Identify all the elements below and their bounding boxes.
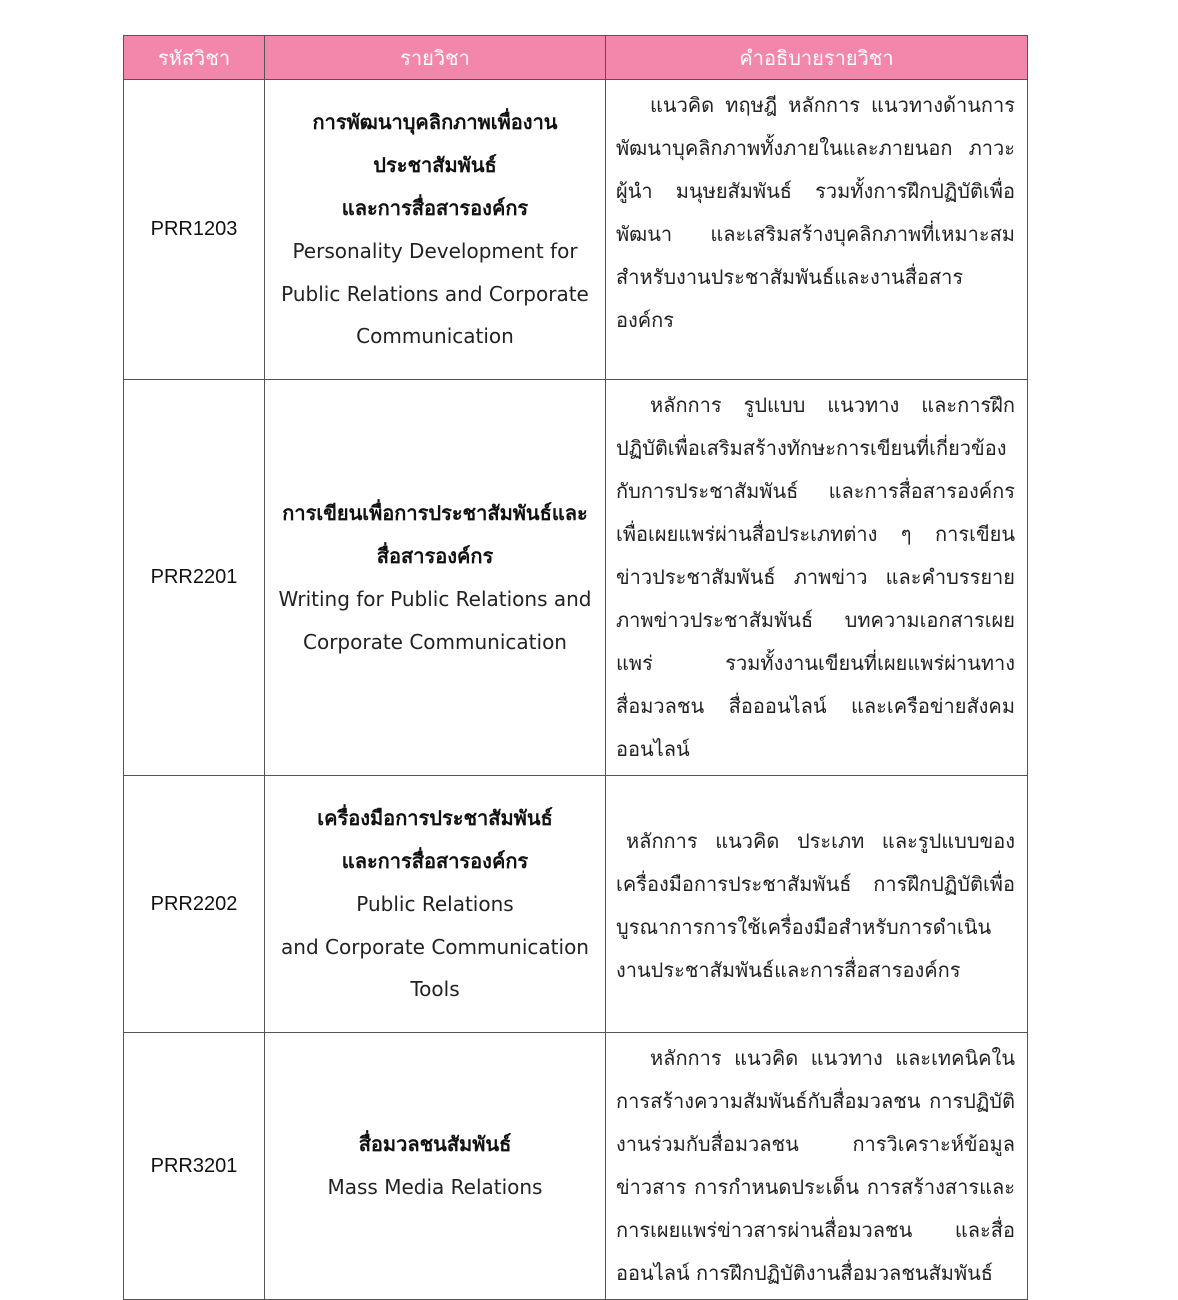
- course-description: หลักการ แนวคิด ประเภท และรูปแบบของเครื่องมือการประชาสัมพันธ์ การฝึกปฏิบัติเพื่อบูรณาการการใช้เครื่องมือสำหรับการดำเนินงานประชาสัมพันธ์และการสื่อสารองค์กร: [616, 829, 1015, 982]
- table-row: [124, 776, 1028, 1033]
- course-name-cell: [265, 776, 606, 1033]
- course-name-english: Tools: [410, 977, 460, 1002]
- course-name-cell: [265, 80, 606, 380]
- header-course-code: รหัสวิชา: [124, 36, 265, 80]
- course-name-english: Writing for Public Relations and: [278, 587, 592, 611]
- course-description-cell: [606, 776, 1028, 1033]
- course-name-english: Mass Media Relations: [327, 1175, 543, 1200]
- course-name-english: Personality Development for: [292, 239, 578, 264]
- course-description-cell: [606, 380, 1028, 776]
- course-code: PRR3201: [124, 1033, 265, 1300]
- table-row: [124, 80, 1028, 380]
- course-description-cell: [606, 1033, 1028, 1300]
- table-row: [124, 380, 1028, 776]
- header-course-description: คำอธิบายรายวิชา: [606, 36, 1028, 80]
- course-name-thai: ประชาสัมพันธ์: [373, 153, 497, 178]
- header-course-name: รายวิชา: [265, 36, 606, 80]
- course-name-thai: สื่อมวลชนสัมพันธ์: [358, 1132, 512, 1157]
- course-name-cell: [265, 1033, 606, 1300]
- course-name-thai: การเขียนเพื่อการประชาสัมพันธ์และ: [282, 501, 588, 525]
- course-code: PRR2202: [124, 776, 265, 1033]
- table-row: [124, 1033, 1028, 1300]
- course-name-english: Public Relations: [356, 892, 514, 917]
- course-name-english: Public Relations and Corporate: [281, 281, 589, 306]
- course-code: PRR1203: [124, 80, 265, 380]
- course-name-thai: สื่อสารองค์กร: [376, 544, 494, 568]
- course-name-english: Corporate Communication: [303, 629, 567, 654]
- course-name-english: Communication: [356, 324, 514, 349]
- course-name-thai: การพัฒนาบุคลิกภาพเพื่องาน: [312, 110, 558, 135]
- course-code: PRR2201: [124, 380, 265, 776]
- course-name-thai: และการสื่อสารองค์กร: [341, 196, 529, 221]
- table-header: [124, 36, 1028, 80]
- course-name-thai: และการสื่อสารองค์กร: [341, 849, 529, 874]
- course-name-english: and Corporate Communication: [281, 934, 589, 959]
- course-description-cell: [606, 80, 1028, 380]
- course-name-thai: เครื่องมือการประชาสัมพันธ์: [317, 806, 553, 831]
- course-name-cell: [265, 380, 606, 776]
- course-description: หลักการ แนวคิด แนวทาง และเทคนิคในการสร้างความสัมพันธ์กับสื่อมวลชน การปฏิบัติงานร่วมกับสื่อมวลชน การวิเคราะห์ข้อมูลข่าวสาร การกำหนดประเด็น การสร้างสารและการเผยแพร่ข่าวสารผ่านสื่อมวลชน และสื่อออนไลน์ การฝึกปฏิบัติงานสื่อมวลชนสัมพันธ์: [616, 1046, 1015, 1285]
- course-description: แนวคิด ทฤษฎี หลักการ แนวทางด้านการพัฒนาบุคลิกภาพทั้งภายในและภายนอก ภาวะผู้นำ มนุษยสัมพันธ์ รวมทั้งการฝึกปฏิบัติเพื่อพัฒนา และเสริมสร้างบุคลิกภาพที่เหมาะสมสำหรับงานประชาสัมพันธ์และงานสื่อสารองค์กร: [616, 93, 1015, 332]
- course-table: [123, 35, 1028, 1300]
- course-description: หลักการ รูปแบบ แนวทาง และการฝึกปฏิบัติเพื่อเสริมสร้างทักษะการเขียนที่เกี่ยวข้องกับการประชาสัมพันธ์ และการสื่อสารองค์กรเพื่อเผยแพร่ผ่านสื่อประเภทต่าง ๆ การเขียนข่าวประชาสัมพันธ์ ภาพข่าว และคำบรรยายภาพข่าวประชาสัมพันธ์ บทความเอกสารเผยแพร่ รวมทั้งงานเขียนที่เผยแพร่ผ่านทางสื่อมวลชน สื่อออนไลน์ และเครือข่ายสังคมออนไลน์: [616, 393, 1015, 761]
